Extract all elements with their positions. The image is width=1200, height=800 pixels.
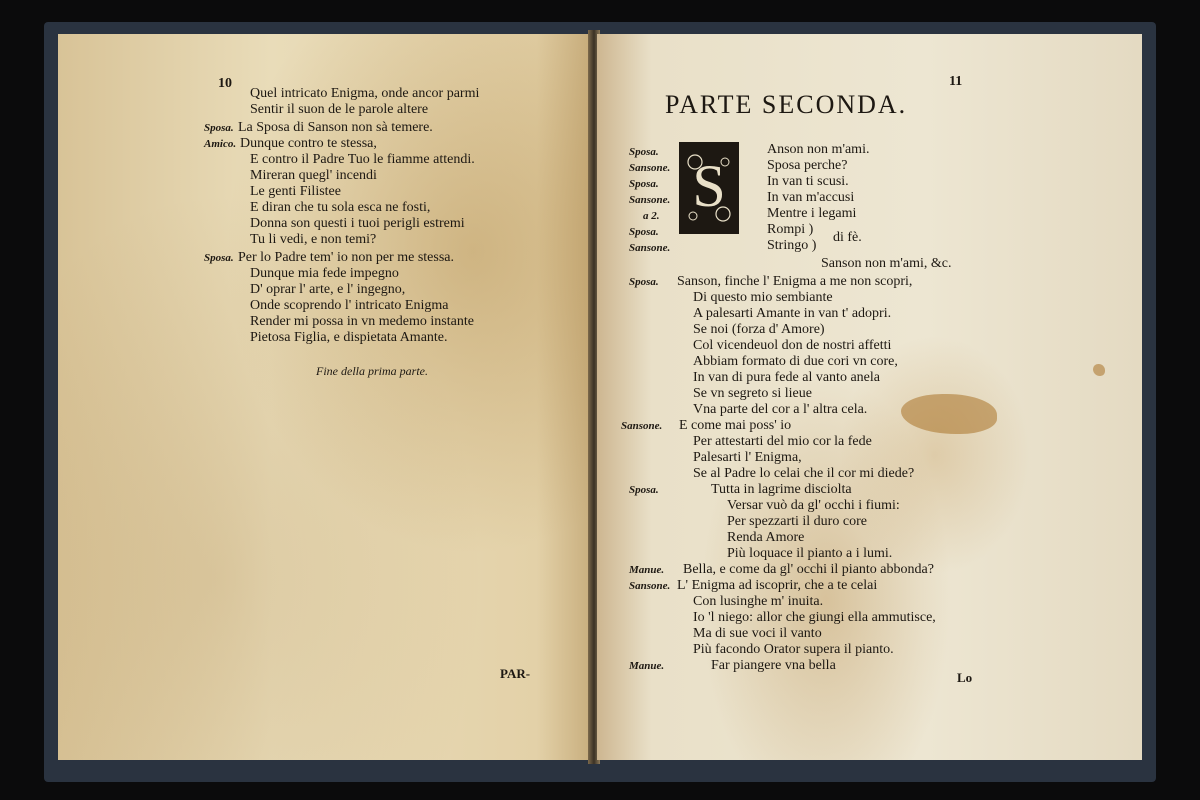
verse-line: Renda Amore	[727, 530, 805, 545]
verse-line: Dunque mia fede impegno	[250, 266, 399, 281]
verse-line: Se noi (forza d' Amore)	[693, 322, 825, 337]
verse-line: E come mai poss' io	[679, 418, 792, 433]
page-number: 10	[218, 76, 232, 91]
speaker-label: Sposa.	[204, 252, 234, 264]
verse-line: E contro il Padre Tuo le fiamme attendi.	[250, 152, 475, 167]
verse-line: Anson non m'ami.	[767, 142, 870, 157]
verse-line: Sposa perche?	[767, 158, 848, 173]
verse-line: Per attestarti del mio cor la fede	[693, 434, 872, 449]
verse-line: A palesarti Amante in van t' adopri.	[693, 306, 892, 321]
speaker-label: Manue.	[629, 564, 665, 576]
verse-line: Rompi )	[767, 222, 814, 237]
verse-line: Di questo mio sembiante	[693, 290, 833, 305]
verse-line: Dunque contro te stessa,	[240, 136, 377, 151]
left-page	[58, 34, 590, 760]
verse-line: di fè.	[833, 230, 862, 245]
verse-line: Tu li vedi, e non temi?	[250, 232, 377, 247]
verse-line: Per spezzarti il duro core	[727, 514, 867, 529]
speaker-label: Sansone.	[629, 242, 671, 254]
verse-line: L' Enigma ad iscoprir, che a te celai	[677, 578, 878, 593]
verse-line: In van ti scusi.	[767, 174, 849, 189]
verse-line: In van di pura fede al vanto anela	[693, 370, 880, 385]
end-note: Fine della prima parte.	[316, 364, 428, 378]
verse-line: Vna parte del cor a l' altra cela.	[693, 402, 868, 417]
water-stain	[901, 394, 997, 434]
verse-line: Le genti Filistee	[250, 184, 341, 199]
page-number: 11	[949, 74, 963, 89]
water-stain	[1093, 364, 1105, 376]
verse-line: Per lo Padre tem' io non per me stessa.	[238, 250, 454, 265]
verse-line: Col vicendeuol don de nostri affetti	[693, 338, 892, 353]
verse-line: Donna son questi i tuoi perigli estremi	[250, 216, 465, 231]
verse-line: Sanson non m'ami, &c.	[821, 256, 952, 271]
verse-line: Bella, e come da gl' occhi il pianto abbonda?	[683, 562, 934, 577]
speaker-label: Sansone.	[629, 580, 671, 592]
right-page	[597, 34, 1142, 760]
speaker-label: a 2.	[643, 210, 660, 222]
verse-line: Versar vuò da gl' occhi i fiumi:	[727, 498, 900, 513]
verse-line: In van m'accusi	[767, 190, 855, 205]
catchword: Lo	[957, 670, 973, 685]
verse-line: Sanson, finche l' Enigma a me non scopri,	[677, 274, 913, 289]
verse-line: Sentir il suon de le parole altere	[250, 102, 429, 117]
speaker-label: Sposa.	[629, 276, 659, 288]
verse-line: Mentre i legami	[767, 206, 857, 221]
verse-line: Mireran quegl' incendi	[250, 168, 377, 183]
verse-line: Se vn segreto si lieue	[693, 386, 812, 401]
verse-line: Ma di sue voci il vanto	[693, 626, 822, 641]
verse-line: E diran che tu sola esca ne fosti,	[250, 200, 431, 215]
speaker-label: Sposa.	[629, 146, 659, 158]
speaker-label: Sansone.	[621, 420, 663, 432]
verse-line: Se al Padre lo celai che il cor mi diede?	[693, 466, 915, 481]
verse-line: Far piangere vna bella	[711, 658, 836, 673]
ornament-icon	[681, 144, 737, 232]
speaker-label: Sposa.	[629, 178, 659, 190]
speaker-label: Sposa.	[629, 484, 659, 496]
verse-line: Abbiam formato di due cori vn core,	[693, 354, 898, 369]
verse-line: Più facondo Orator supera il pianto.	[693, 642, 894, 657]
verse-line: Pietosa Figlia, e dispietata Amante.	[250, 330, 448, 345]
speaker-label: Amico.	[204, 138, 237, 150]
verse-line: Io 'l niego: allor che giungi ella ammutisce,	[693, 610, 936, 625]
speaker-label: Sposa.	[204, 122, 234, 134]
speaker-label: Manue.	[629, 660, 665, 672]
verse-line: La Sposa di Sanson non sà temere.	[238, 120, 433, 135]
speaker-label: Sansone.	[629, 162, 671, 174]
verse-line: Onde scoprendo l' intricato Enigma	[250, 298, 449, 313]
verse-line: Con lusinghe m' inuita.	[693, 594, 824, 609]
verse-line: Quel intricato Enigma, onde ancor parmi	[250, 86, 480, 101]
verse-line: Più loquace il pianto a i lumi.	[727, 546, 893, 561]
verse-line: Tutta in lagrime disciolta	[711, 482, 852, 497]
catchword: PAR-	[500, 666, 531, 681]
verse-line: Stringo )	[767, 238, 817, 253]
speaker-label: Sposa.	[629, 226, 659, 238]
speaker-label: Sansone.	[629, 194, 671, 206]
section-heading: PARTE SECONDA.	[665, 90, 908, 119]
verse-line: Palesarti l' Enigma,	[693, 450, 802, 465]
decorated-initial-s	[679, 142, 739, 234]
verse-line: D' oprar l' arte, e l' ingegno,	[250, 282, 406, 297]
svg-text:S: S	[692, 153, 726, 219]
verse-line: Render mi possa in vn medemo instante	[250, 314, 474, 329]
